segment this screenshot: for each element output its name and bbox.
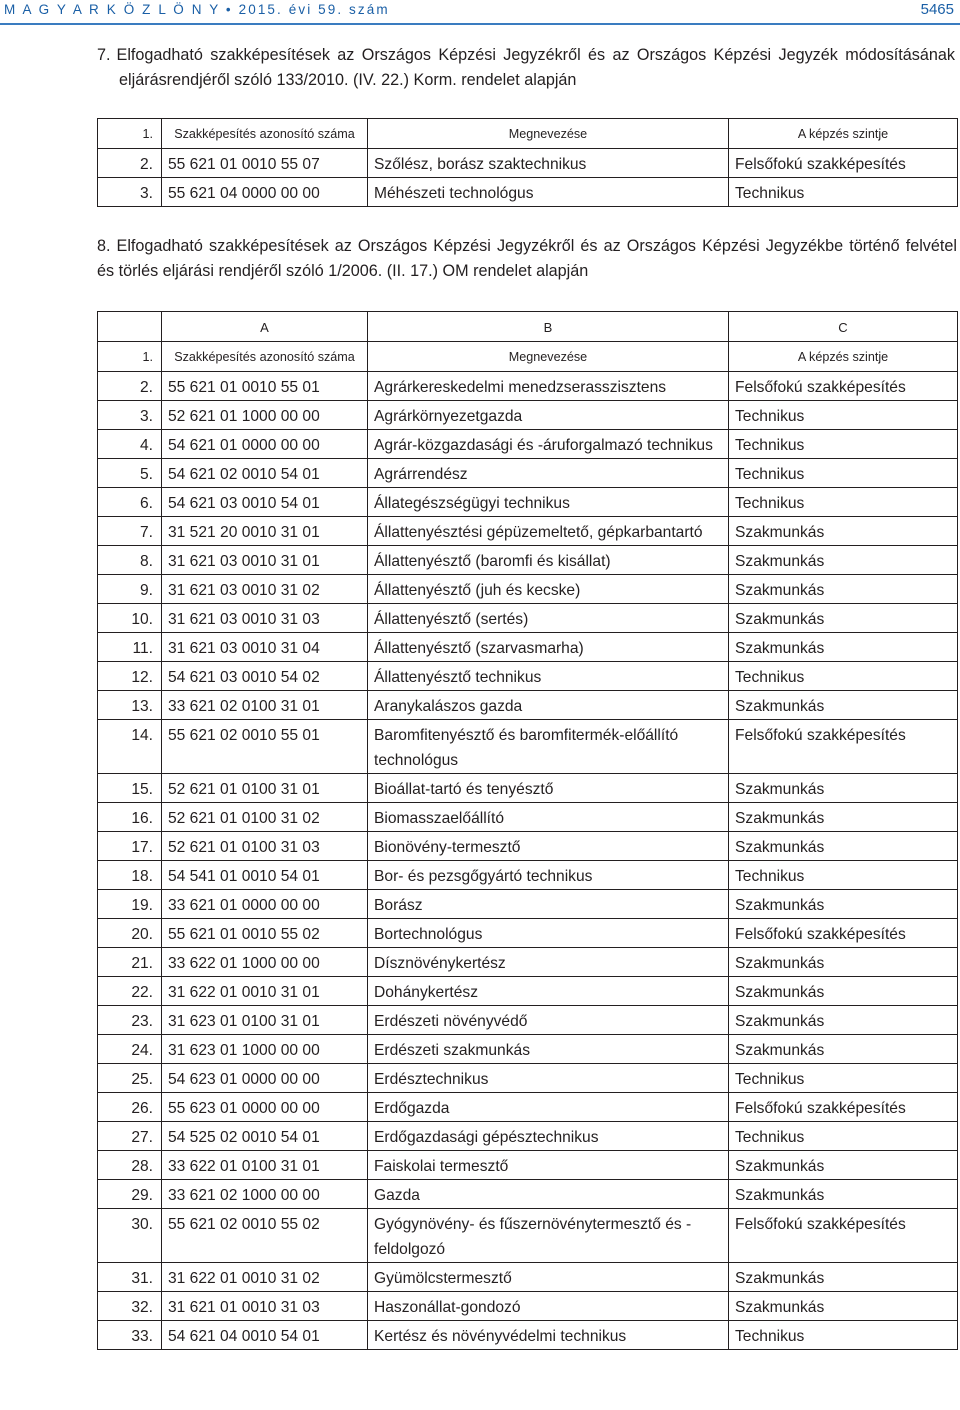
row-level: Szakmunkás bbox=[729, 1151, 958, 1180]
table-row bbox=[98, 604, 958, 633]
row-level: Szakmunkás bbox=[729, 633, 958, 662]
row-num: 28. bbox=[98, 1151, 162, 1180]
row-level: Szakmunkás bbox=[729, 774, 958, 803]
row-name: Állattenyésztési gépüzemeltető, gépkarbantartó bbox=[368, 517, 729, 546]
column-letter-c: C bbox=[729, 312, 958, 342]
row-name: Bortechnológus bbox=[368, 919, 729, 948]
row-level: Szakmunkás bbox=[729, 1035, 958, 1064]
row-level: Szakmunkás bbox=[729, 1292, 958, 1321]
row-level: Felsőfokú szakképesítés bbox=[729, 1093, 958, 1122]
row-code: 52 621 01 1000 00 00 bbox=[162, 401, 368, 430]
row-name: Kertész és növényvédelmi technikus bbox=[368, 1321, 729, 1350]
row-num: 5. bbox=[98, 459, 162, 488]
row-level: Szakmunkás bbox=[729, 1180, 958, 1209]
row-level: Szakmunkás bbox=[729, 517, 958, 546]
row-name: Dísznövénykertész bbox=[368, 948, 729, 977]
row-num: 22. bbox=[98, 977, 162, 1006]
row-code: 31 622 01 0010 31 02 bbox=[162, 1263, 368, 1292]
row-code: 55 621 04 0000 00 00 bbox=[162, 178, 368, 207]
row-name: Agrárkereskedelmi menedzserasszisztens bbox=[368, 372, 729, 401]
row-level: Technikus bbox=[729, 861, 958, 890]
row-num: 15. bbox=[98, 774, 162, 803]
row-num: 30. bbox=[98, 1209, 162, 1263]
table-row bbox=[98, 401, 958, 430]
section-8-heading bbox=[97, 234, 957, 284]
page-number: 5465 bbox=[920, 1, 954, 18]
table-row bbox=[98, 633, 958, 662]
row-code: 55 621 02 0010 55 01 bbox=[162, 720, 368, 774]
row-name: Agrárkörnyezetgazda bbox=[368, 401, 729, 430]
table-row bbox=[98, 1321, 958, 1350]
row-code: 55 621 01 0010 55 02 bbox=[162, 919, 368, 948]
row-code: 33 622 01 1000 00 00 bbox=[162, 948, 368, 977]
table-row bbox=[98, 890, 958, 919]
section-7-number: 7. bbox=[97, 46, 111, 64]
row-level: Szakmunkás bbox=[729, 890, 958, 919]
section-8-text: Elfogadható szakképesítések az Országos Képzési Jegyzékről és az Országos Képzési Jegyzékbe történő felvétel és törlés eljárási rendjéről szóló 1/2006. (II. 17.) OM rendelet alapján bbox=[97, 237, 957, 280]
table-row bbox=[98, 178, 958, 207]
section-8-number: 8. bbox=[97, 237, 111, 255]
row-num: 16. bbox=[98, 803, 162, 832]
table-row bbox=[98, 1064, 958, 1093]
table-row bbox=[98, 1292, 958, 1321]
row-num: 12. bbox=[98, 662, 162, 691]
header-rule bbox=[0, 23, 960, 25]
row-level: Felsőfokú szakképesítés bbox=[729, 720, 958, 774]
row-level: Technikus bbox=[729, 401, 958, 430]
header-level: A képzés szintje bbox=[729, 342, 958, 372]
row-code: 33 622 01 0100 31 01 bbox=[162, 1151, 368, 1180]
row-code: 54 525 02 0010 54 01 bbox=[162, 1122, 368, 1151]
row-code: 33 621 02 0100 31 01 bbox=[162, 691, 368, 720]
row-num: 3. bbox=[98, 178, 162, 207]
row-code: 54 621 02 0010 54 01 bbox=[162, 459, 368, 488]
row-code: 54 621 04 0010 54 01 bbox=[162, 1321, 368, 1350]
row-level: Technikus bbox=[729, 1122, 958, 1151]
row-code: 52 621 01 0100 31 02 bbox=[162, 803, 368, 832]
table-row bbox=[98, 1093, 958, 1122]
section-7-table bbox=[97, 118, 958, 207]
table-row bbox=[98, 720, 958, 774]
header-num: 1. bbox=[98, 119, 162, 149]
row-num: 6. bbox=[98, 488, 162, 517]
row-num: 27. bbox=[98, 1122, 162, 1151]
row-level: Szakmunkás bbox=[729, 1263, 958, 1292]
row-num: 25. bbox=[98, 1064, 162, 1093]
row-code: 54 623 01 0000 00 00 bbox=[162, 1064, 368, 1093]
row-num: 13. bbox=[98, 691, 162, 720]
column-letters-row bbox=[98, 312, 958, 342]
row-num: 32. bbox=[98, 1292, 162, 1321]
row-name: Állattenyésztő technikus bbox=[368, 662, 729, 691]
row-name: Erdésztechnikus bbox=[368, 1064, 729, 1093]
table-row bbox=[98, 832, 958, 861]
row-num: 11. bbox=[98, 633, 162, 662]
row-code: 33 621 02 1000 00 00 bbox=[162, 1180, 368, 1209]
table-row bbox=[98, 430, 958, 459]
row-level: Felsőfokú szakképesítés bbox=[729, 149, 958, 178]
row-level: Technikus bbox=[729, 178, 958, 207]
row-level: Felsőfokú szakképesítés bbox=[729, 372, 958, 401]
header-num: 1. bbox=[98, 342, 162, 372]
row-num: 29. bbox=[98, 1180, 162, 1209]
row-code: 55 621 01 0010 55 07 bbox=[162, 149, 368, 178]
row-name: Agrár-közgazdasági és -áruforgalmazó technikus bbox=[368, 430, 729, 459]
row-level: Technikus bbox=[729, 488, 958, 517]
row-name: Állattenyésztő (szarvasmarha) bbox=[368, 633, 729, 662]
row-level: Technikus bbox=[729, 459, 958, 488]
row-code: 33 621 01 0000 00 00 bbox=[162, 890, 368, 919]
table-row bbox=[98, 575, 958, 604]
row-name: Gyümölcstermesztő bbox=[368, 1263, 729, 1292]
column-letter-a: A bbox=[162, 312, 368, 342]
row-name: Gyógynövény- és fűszernövénytermesztő és -feldolgozó bbox=[368, 1209, 729, 1263]
table-row bbox=[98, 459, 958, 488]
row-code: 31 621 03 0010 31 01 bbox=[162, 546, 368, 575]
row-num: 4. bbox=[98, 430, 162, 459]
table-row bbox=[98, 372, 958, 401]
header-name: Megnevezése bbox=[368, 119, 729, 149]
row-num: 18. bbox=[98, 861, 162, 890]
row-name: Faiskolai termesztő bbox=[368, 1151, 729, 1180]
row-name: Haszonállat-gondozó bbox=[368, 1292, 729, 1321]
row-num: 8. bbox=[98, 546, 162, 575]
column-letter-blank bbox=[98, 312, 162, 342]
row-num: 3. bbox=[98, 401, 162, 430]
row-code: 54 621 03 0010 54 02 bbox=[162, 662, 368, 691]
row-name: Bor- és pezsgőgyártó technikus bbox=[368, 861, 729, 890]
table-row bbox=[98, 1122, 958, 1151]
row-num: 23. bbox=[98, 1006, 162, 1035]
section-7-heading bbox=[97, 43, 955, 93]
row-level: Technikus bbox=[729, 1321, 958, 1350]
column-letter-b: B bbox=[368, 312, 729, 342]
row-code: 31 621 03 0010 31 03 bbox=[162, 604, 368, 633]
row-name: Bionövény-termesztő bbox=[368, 832, 729, 861]
row-level: Szakmunkás bbox=[729, 691, 958, 720]
row-num: 33. bbox=[98, 1321, 162, 1350]
row-name: Bioállat-tartó és tenyésztő bbox=[368, 774, 729, 803]
row-level: Szakmunkás bbox=[729, 832, 958, 861]
table-row bbox=[98, 662, 958, 691]
table-row bbox=[98, 1263, 958, 1292]
table-row bbox=[98, 691, 958, 720]
row-name: Agrárrendész bbox=[368, 459, 729, 488]
row-name: Aranykalászos gazda bbox=[368, 691, 729, 720]
table-row bbox=[98, 948, 958, 977]
row-code: 31 623 01 1000 00 00 bbox=[162, 1035, 368, 1064]
publication-title: M A G Y A R K Ö Z L Ö N Y • 2015. évi 59. szám bbox=[4, 2, 390, 17]
section-8-table bbox=[97, 311, 958, 1350]
row-name: Borász bbox=[368, 890, 729, 919]
row-code: 31 521 20 0010 31 01 bbox=[162, 517, 368, 546]
row-level: Technikus bbox=[729, 662, 958, 691]
row-name: Állategészségügyi technikus bbox=[368, 488, 729, 517]
row-name: Erdőgazda bbox=[368, 1093, 729, 1122]
row-code: 31 621 03 0010 31 02 bbox=[162, 575, 368, 604]
row-num: 2. bbox=[98, 372, 162, 401]
row-level: Felsőfokú szakképesítés bbox=[729, 1209, 958, 1263]
row-num: 20. bbox=[98, 919, 162, 948]
table-row bbox=[98, 1035, 958, 1064]
row-level: Technikus bbox=[729, 430, 958, 459]
row-code: 31 623 01 0100 31 01 bbox=[162, 1006, 368, 1035]
row-num: 19. bbox=[98, 890, 162, 919]
row-code: 55 621 01 0010 55 01 bbox=[162, 372, 368, 401]
row-num: 10. bbox=[98, 604, 162, 633]
row-code: 52 621 01 0100 31 03 bbox=[162, 832, 368, 861]
row-code: 31 622 01 0010 31 01 bbox=[162, 977, 368, 1006]
row-num: 9. bbox=[98, 575, 162, 604]
table-row bbox=[98, 861, 958, 890]
row-name: Baromfitenyésztő és baromfitermék-előállító technológus bbox=[368, 720, 729, 774]
row-code: 55 623 01 0000 00 00 bbox=[162, 1093, 368, 1122]
header-code: Szakképesítés azonosító száma bbox=[162, 342, 368, 372]
table-row bbox=[98, 488, 958, 517]
header-level: A képzés szintje bbox=[729, 119, 958, 149]
row-level: Szakmunkás bbox=[729, 604, 958, 633]
row-name: Állattenyésztő (baromfi és kisállat) bbox=[368, 546, 729, 575]
row-level: Szakmunkás bbox=[729, 546, 958, 575]
row-name: Erdészeti növényvédő bbox=[368, 1006, 729, 1035]
row-code: 31 621 03 0010 31 04 bbox=[162, 633, 368, 662]
table-header-row bbox=[98, 119, 958, 149]
row-level: Szakmunkás bbox=[729, 1006, 958, 1035]
row-name: Erdészeti szakmunkás bbox=[368, 1035, 729, 1064]
row-num: 26. bbox=[98, 1093, 162, 1122]
header-name: Megnevezése bbox=[368, 342, 729, 372]
row-name: Gazda bbox=[368, 1180, 729, 1209]
row-num: 17. bbox=[98, 832, 162, 861]
row-code: 54 541 01 0010 54 01 bbox=[162, 861, 368, 890]
row-name: Biomasszaelőállító bbox=[368, 803, 729, 832]
table-row bbox=[98, 803, 958, 832]
row-num: 31. bbox=[98, 1263, 162, 1292]
row-level: Szakmunkás bbox=[729, 575, 958, 604]
table-row bbox=[98, 149, 958, 178]
header-code: Szakképesítés azonosító száma bbox=[162, 119, 368, 149]
row-num: 14. bbox=[98, 720, 162, 774]
row-level: Szakmunkás bbox=[729, 948, 958, 977]
table-row bbox=[98, 977, 958, 1006]
row-name: Szőlész, borász szaktechnikus bbox=[368, 149, 729, 178]
row-name: Dohánykertész bbox=[368, 977, 729, 1006]
row-level: Szakmunkás bbox=[729, 803, 958, 832]
row-code: 31 621 01 0010 31 03 bbox=[162, 1292, 368, 1321]
row-level: Technikus bbox=[729, 1064, 958, 1093]
table-row bbox=[98, 546, 958, 575]
table-row bbox=[98, 1209, 958, 1263]
row-num: 2. bbox=[98, 149, 162, 178]
row-code: 55 621 02 0010 55 02 bbox=[162, 1209, 368, 1263]
row-level: Felsőfokú szakképesítés bbox=[729, 919, 958, 948]
row-num: 7. bbox=[98, 517, 162, 546]
row-level: Szakmunkás bbox=[729, 977, 958, 1006]
row-num: 21. bbox=[98, 948, 162, 977]
table-row bbox=[98, 919, 958, 948]
row-name: Állattenyésztő (juh és kecske) bbox=[368, 575, 729, 604]
row-code: 54 621 01 0000 00 00 bbox=[162, 430, 368, 459]
section-7-text: Elfogadható szakképesítések az Országos Képzési Jegyzékről és az Országos Képzési Jegyzék módosításának eljárásrendjéről szóló 133/2010. (IV. 22.) Korm. rendelet alapján bbox=[116, 46, 955, 89]
row-name: Méhészeti technológus bbox=[368, 178, 729, 207]
row-num: 24. bbox=[98, 1035, 162, 1064]
table-row bbox=[98, 517, 958, 546]
row-name: Állattenyésztő (sertés) bbox=[368, 604, 729, 633]
page-header bbox=[0, 0, 960, 26]
row-code: 54 621 03 0010 54 01 bbox=[162, 488, 368, 517]
row-code: 52 621 01 0100 31 01 bbox=[162, 774, 368, 803]
row-name: Erdőgazdasági gépésztechnikus bbox=[368, 1122, 729, 1151]
table-row bbox=[98, 1151, 958, 1180]
table-row bbox=[98, 1006, 958, 1035]
table-row bbox=[98, 1180, 958, 1209]
table-header-row bbox=[98, 342, 958, 372]
table-row bbox=[98, 774, 958, 803]
